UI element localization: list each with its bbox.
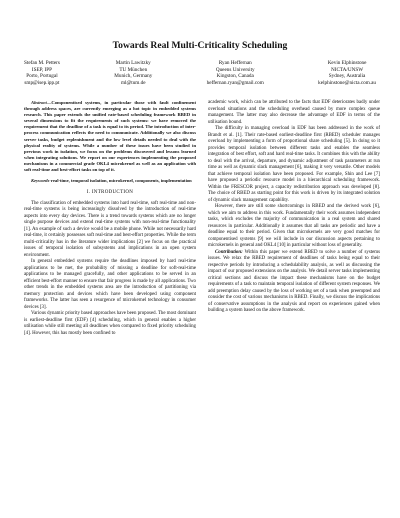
author-3 xyxy=(207,60,264,86)
author-name: Ryan Heffernan xyxy=(218,60,252,66)
author-block xyxy=(24,60,376,86)
keywords-lead: Keywords- xyxy=(31,178,51,184)
author-2 xyxy=(114,60,152,86)
author-name: Stefan M. Petters xyxy=(24,60,60,66)
author-affiliation: TU München xyxy=(119,66,148,73)
contribution-lead: Contribution: xyxy=(215,249,243,255)
keywords xyxy=(24,178,196,184)
author-email: smp@isep.ipp.pt xyxy=(24,79,60,86)
author-email: kelphinstone@nicta.com.au xyxy=(318,79,376,86)
body-paragraph: However, there are still some shortcomings in RBED and the derived work [6], which we aim to address in this work. Fundamentally their work assumes independent tasks, which excludes the majority of communication in a real system and shared resources in particular. Additionally it assumes that all tasks are periodic and have a deadline equal to their period. Given that microkernels are very good matches for componentised systems [9] we will include in our discussion aspects pertaining to microkernels in general and OKL4 [10] in particular without loss of generality. xyxy=(208,204,380,248)
author-name: Kevin Elphinstone xyxy=(327,60,367,66)
abstract xyxy=(24,100,196,173)
author-affiliation: Queens University xyxy=(215,66,255,73)
author-1 xyxy=(24,60,60,86)
author-location: Kingston, Canada xyxy=(216,73,254,80)
abstract-text: Componentised systems, in particular those with fault confinement through address spaces, are currently emerging as a hot topic in embedded systems research. This paper extends the unified rate-based scheduling framework RBED in several dimensions to fit the requirements of such systems: we have removed the requirement that the deadline of a task is equal to its period. The introduction of inter-process communication reflects the need to communicate. Additionally we also discuss server tasks, budget replenishment and the low level details needed to deal with the physical reality of systems. While a number of these issues have been studied in previous work in isolation, we focus on the problems discovered and lessons learned when integrating solutions. We report on our experiences implementing the proposed mechanisms in a commercial grade OKL4 microkernel as well as an application with soft real-time and best-effort tasks on top of it. xyxy=(24,100,196,173)
left-column xyxy=(24,100,196,337)
author-location: Porto, Portugal xyxy=(26,73,58,80)
body-paragraph: Various dynamic priority based approaches have been proposed. The most dominant is earliest-deadline first (EDF) [4] scheduling, which in general enables a higher utilisation while still meeting all deadlines when compared to fixed priority scheduling [4]. However, this has mostly been confined to xyxy=(24,311,196,336)
author-4 xyxy=(318,60,376,86)
author-location: Sydney, Australia xyxy=(328,73,366,80)
body-paragraph: The difficulty in managing overload in EDF has been addressed in the work of Brandt et al. [1]. Their rate-based earliest-deadline first (RBED) scheduler manages overload by implementing a form of proportional share scheduling [5]. In doing so it provides temporal isolation between different tasks and enables the seamless integration of best effort, soft and hard real-time tasks. It combines this with the ability to deal with the arrival, departure, and dynamic adjustment of task parameters at run time as well as dynamic slack management [6], making it very versatile. Other models that achieve temporal isolation have been proposed. For example, Shin and Lee [7] have proposed a periodic resource model in a hierarchical scheduling framework. Within the FRESCOR project, a capacity redistribution approach was developed [8]. The choice of RBED as starting point for this work is driven by its integrated solution of dynamic slack management capability. xyxy=(208,126,380,203)
contribution-paragraph xyxy=(208,250,380,315)
author-location: Munich, Germany xyxy=(114,73,153,80)
author-name: Martin Lawitzky xyxy=(115,60,151,66)
body-paragraph: The classification of embedded systems into hard real-time, soft real-time and non-real-time systems is being increasingly dissolved by the introduction of real-time aspects into every day devices. There is a trend towards systems which are no longer single purpose devices and extend real-time systems with non-real-time functionality [1]. An example of such a device would be a mobile phone. While not necessarily hard real-time, it certainly possesses soft real-time and best-effort properties. While the term multi-criticality has in the literature wider implications [2] we focus on the practical issues of temporal isolation of subsystems and implications in an open system environment. xyxy=(24,200,196,258)
author-affiliation: ISEP, IPP xyxy=(31,66,53,73)
contribution-text: Within this paper we extend RBED to solve a number of systems issues. We relax the RBED requirement of deadlines of tasks being equal to their respective periods by introducing a schedulability analysis, as well as discussing the impact of our proposed extensions on the analysis. We detail server tasks implementing critical sections and discuss the impact these mechanisms have on the budget requirements of a task to maintain temporal isolation of different system responses. We add preemption delay caused by the loss of working set of a task when preempted and consider the cost of various mechanisms in RBED. Finally, we discuss the implications of conservative assumptions in the analysis and report on experiences gained when building a system based on the above framework. xyxy=(208,249,380,313)
author-email: heffernan.ryan@gmail.com xyxy=(206,79,264,86)
body-paragraph: academic work, which can be attributed to the facts that EDF deteriorates badly under overload situations and the scheduling overhead caused by more complex queue management. The latter may also decrease the advantage of EDF in terms of the utilisation bound. xyxy=(208,100,380,125)
author-affiliation: NICTA/UNSW xyxy=(330,66,364,73)
body-paragraph: In general embedded systems require the deadlines imposed by hard real-time applications to be met, the probability of missing a deadline for soft-real-time applications to be managed gracefully, and other applications to be served in an efficient best-effort manner to ensure that fair progress is made by all applications. Two other trends in the embedded systems area are the introduction of partitioning via memory protection and devices which have been developed using component frameworks. The latter has seen a resurgence of microkernel technology in consumer devices [3]. xyxy=(24,259,196,310)
author-email: ml@tum.de xyxy=(121,79,146,86)
keywords-text: real-time, temporal isolation, microkernel, components, implementation xyxy=(50,178,192,184)
right-column xyxy=(208,100,380,315)
section-heading-introduction: I. INTRODUCTION xyxy=(86,190,134,196)
abstract-lead: Abstract— xyxy=(31,100,52,105)
paper-title: Towards Real Multi-Criticality Scheduling xyxy=(112,40,288,51)
